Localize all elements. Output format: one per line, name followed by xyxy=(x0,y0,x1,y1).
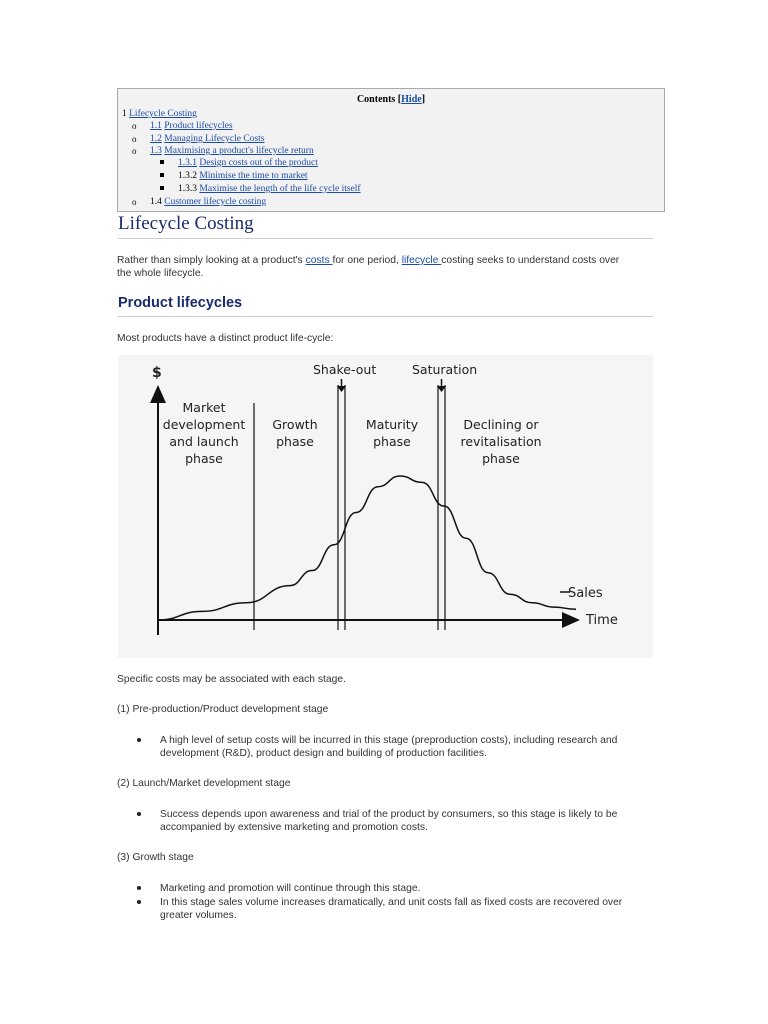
toc-bracket-open: [ xyxy=(397,94,402,105)
toc-item-number[interactable]: 1.3 xyxy=(150,146,162,156)
bullet-dot xyxy=(137,812,141,816)
phase-label-line: phase xyxy=(276,434,314,449)
phase-label-line: phase xyxy=(373,434,411,449)
stage-3-heading: (3) Growth stage xyxy=(117,852,194,863)
phase-label-line: Growth xyxy=(272,417,318,432)
toc-link-length-of-life-cycle[interactable]: Maximise the length of the life cycle itself xyxy=(199,184,361,194)
toc-item-1-3-3[interactable] xyxy=(178,183,361,195)
bullet-dot xyxy=(137,900,141,904)
toc-item-1-3[interactable] xyxy=(150,145,314,157)
toc-item-number: 1.3.2 xyxy=(178,171,197,181)
table-of-contents xyxy=(117,88,665,212)
toc-item-number: 1.4 xyxy=(150,197,162,207)
toc-square-bullet xyxy=(160,160,164,164)
sales-curve xyxy=(158,476,576,620)
toc-item-1-3-2[interactable] xyxy=(178,170,308,182)
bullet-text: In this stage sales volume increases dramatically, and unit costs fall as fixed costs are recovered over xyxy=(160,897,623,908)
toc-item-1-2[interactable] xyxy=(150,133,265,145)
product-lifecycle-chart xyxy=(118,355,653,658)
intro-text: the whole lifecycle. xyxy=(117,268,204,279)
bullet-text: A high level of setup costs will be incurred in this stage (preproduction costs), including research and xyxy=(160,735,618,746)
toc-item-number[interactable]: 1.3.1 xyxy=(178,158,197,168)
stage-2-heading: (2) Launch/Market development stage xyxy=(117,778,291,789)
lifecycle-intro: Most products have a distinct product life-cycle: xyxy=(117,333,334,344)
phase-label-line: development xyxy=(162,417,246,432)
subsection-heading: Product lifecycles xyxy=(118,295,653,317)
phase-label-line: Market xyxy=(182,400,226,415)
toc-item-number: 1.3.3 xyxy=(178,184,197,194)
toc-link-customer-lifecycle-costing[interactable]: Customer lifecycle costing xyxy=(164,197,267,207)
lifecycle-link[interactable]: lifecycle xyxy=(401,255,442,266)
toc-square-bullet xyxy=(160,186,164,190)
toc-bullet: o xyxy=(132,134,137,144)
bullet-text: accompanied by extensive marketing and promotion costs. xyxy=(160,822,428,833)
toc-link-maximising-return[interactable]: Maximising a product's lifecycle return xyxy=(164,146,314,156)
stage-3-bullet-1: Marketing and promotion will continue through this stage. xyxy=(160,883,421,894)
toc-hide-link[interactable]: Hide xyxy=(401,94,422,105)
shake-out-label: Shake-out xyxy=(313,362,377,377)
toc-link-product-lifecycles[interactable]: Product lifecycles xyxy=(164,121,233,131)
toc-bullet: o xyxy=(132,121,137,131)
toc-item-number: 1 xyxy=(122,109,127,119)
intro-text: for one period, xyxy=(332,255,402,266)
toc-bracket-close: ] xyxy=(421,94,426,105)
costs-link[interactable]: costs xyxy=(305,255,333,266)
toc-link-managing-lifecycle-costs[interactable]: Managing Lifecycle Costs xyxy=(164,134,265,144)
bullet-text: development (R&D), product design and building of production facilities. xyxy=(160,748,487,759)
section-heading: Lifecycle Costing xyxy=(118,213,653,239)
toc-link-design-costs[interactable]: Design costs out of the product xyxy=(199,158,318,168)
bullet-dot xyxy=(137,738,141,742)
bullet-text: Success depends upon awareness and trial of the product by consumers, so this stage is likely to be xyxy=(160,809,618,820)
phase-label-line: revitalisation xyxy=(460,434,542,449)
y-axis-label: $ xyxy=(152,365,162,381)
phase-label-line: phase xyxy=(482,451,520,466)
bullet-text: greater volumes. xyxy=(160,910,237,921)
saturation-label: Saturation xyxy=(412,362,478,377)
toc-item-number[interactable]: 1.1 xyxy=(150,121,162,131)
specific-costs-text: Specific costs may be associated with each stage. xyxy=(117,674,346,685)
stage-1-bullet xyxy=(160,734,645,760)
chart-svg xyxy=(118,355,653,658)
intro-text: Rather than simply looking at a product's xyxy=(117,255,306,266)
stage-1-heading: (1) Pre-production/Product development stage xyxy=(117,704,329,715)
toc-square-bullet xyxy=(160,173,164,177)
toc-item-1-3-1[interactable] xyxy=(178,157,318,169)
toc-link-lifecycle-costing[interactable]: Lifecycle Costing xyxy=(129,109,197,119)
toc-item-1[interactable] xyxy=(122,108,197,120)
phase-label-line: phase xyxy=(185,451,223,466)
phase-labels xyxy=(163,400,542,466)
phase-label-line: Declining or xyxy=(463,417,539,432)
sales-series-label: Sales xyxy=(568,586,603,601)
stage-3-bullet-2 xyxy=(160,896,645,922)
intro-paragraph xyxy=(117,254,647,280)
bullet-dot xyxy=(137,886,141,890)
toc-title: Contents xyxy=(356,94,396,105)
x-axis-label: Time xyxy=(586,613,618,628)
toc-item-number[interactable]: 1.2 xyxy=(150,134,162,144)
toc-link-time-to-market[interactable]: Minimise the time to market xyxy=(199,171,308,181)
toc-item-1-1[interactable] xyxy=(150,120,233,132)
stage-2-bullet xyxy=(160,808,645,834)
intro-text: costing seeks to understand costs over xyxy=(441,255,620,266)
phase-label-line: Maturity xyxy=(365,417,419,432)
phase-label-line: and launch xyxy=(169,434,239,449)
toc-title-row xyxy=(118,94,664,105)
toc-bullet: o xyxy=(132,146,137,156)
toc-item-1-4[interactable] xyxy=(150,196,266,208)
toc-bullet: o xyxy=(132,197,137,207)
